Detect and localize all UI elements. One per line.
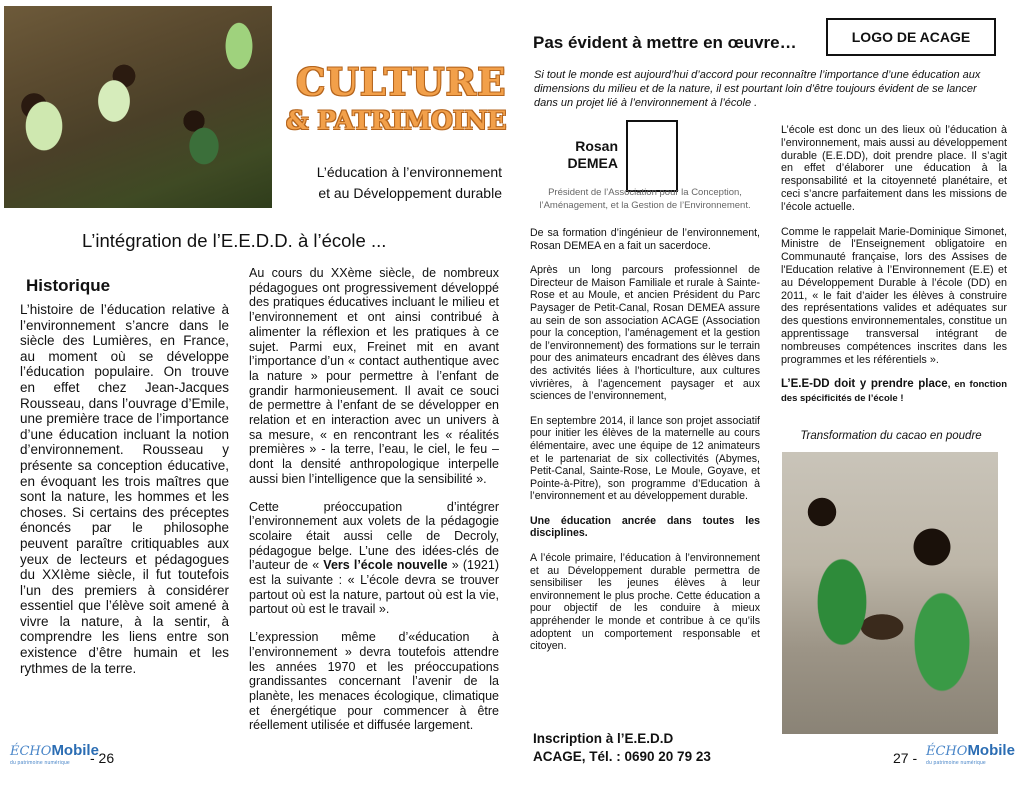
disciplines-heading-text: Une éducation ancrée dans toutes les disciplines.	[530, 514, 760, 540]
right-page-title: Pas évident à mettre en œuvre…	[533, 33, 797, 52]
expression-paragraph: L’expression même d’«éducation à l’environnement » devra toutefois attendre les années 1970 et les préoccupations grandissantes concernant l’avenir de la planète, les menaces écologique, climatique et énergétique pour commencer à être réellement utilisée et diffusée largement.	[249, 630, 499, 733]
freinet-paragraph: Au cours du XXème siècle, de nombreux pédagogues ont progressivement développé des pratiques éducatives incluant le milieu et l’environnement et ont ainsi contribué à alimenter la réflexion et les pratiques à ce sujet. Parmi eux, Freinet mit en avant l’importance d’un « contact authentique avec la nature » pour permettre à l’enfant de grandir harmonieusement. Il avait ce souci de permettre à l’enfant de se développer en relation et en interaction avec un univers à sa mesure, « en rencontrant les « réalités premières » - la terre, l’eau, le ciel, le feu – dont la densité anthropologique interpelle aussi bien l’intelligence que la sensibilité ».	[249, 266, 499, 486]
brand-mobile: Mobile	[967, 742, 1015, 759]
author-role: Président de l’Association pour la Conception, l’Aménagement, et la Gestion de l’Environnement.	[539, 187, 751, 211]
left-second-column	[249, 266, 499, 733]
intro-paragraph: Si tout le monde est aujourd’hui d’accord pour reconnaître l’importance d’une éducation aux dimensions du milieu et de la nature, il est pourtant loin d’être toujours évident de se lancer dans un projet lié à l’environnement à l’école .	[534, 69, 981, 109]
section-heading-culture: CULTURE	[296, 60, 507, 104]
photo-caption: Transformation du cacao en poudre	[800, 430, 982, 442]
author-first-name: Rosan	[575, 138, 618, 154]
decroly-text-a: Cette préoccupation d’intégrer l’environnement aux volets de la pédagogie scolaire était aussi celle de Decroly, pédagogue belge. L’une des idées-clés de l’auteur de «	[249, 499, 499, 573]
children-gardening-photo	[4, 6, 272, 208]
historique-column	[20, 302, 229, 676]
integration-title: L’intégration de l’E.E.D.D. à l’école ...	[82, 230, 387, 251]
conclusion-bold: L’E.E-DD doit y prendre place	[781, 378, 948, 391]
brand-tagline: du patrimoine numérique	[10, 760, 70, 766]
section-heading-patrimoine: & PATRIMOINE	[286, 106, 507, 135]
right-second-column	[781, 124, 1007, 406]
historique-paragraph: L’histoire de l’éducation relative à l’environnement s’ancre dans le siècle des Lumières, en France, au moment où se développe l’éducation populaire. On trouve en effet chez Jean-Jacques Rousseau, dans l’ouvrage d’Emile, une première trace de l’importance d’une éducation incluant la notion d’environnement. Rousseau y présente sa conception éducative, en évoquant les trois maîtres que sont la nature, les hommes et les choses. Si certains des préceptes énoncés par le philosophe peuvent paraître critiquables aux yeux de lecteurs et pédagogues du XXIème siècle, il fut toutefois l’un des premiers à considérer essentiel que l’élève soit amené à vivre la nature, à la sentir, à comprendre les liens entre son existence d’être humain et les rythmes de la terre.	[20, 302, 229, 676]
inscription-block	[533, 730, 711, 766]
disciplines-heading	[530, 515, 760, 540]
page-number-left: - 26	[90, 750, 115, 766]
brand-echo: ÉCHO	[926, 744, 968, 759]
author-photo-placeholder	[626, 120, 678, 192]
ecole-paragraph: L’école est donc un des lieux où l’éducation à l’environnement, mais aussi au développement durable (E.E.DD), doit prendre place. Il s’agit en effet d’élaborer une éducation à la responsabilité et la citoyenneté planétaire, et ceci s’ancre parfaitement dans les missions de l’école actuelle.	[781, 124, 1007, 213]
logo-placeholder-text: LOGO DE ACAGE	[851, 29, 971, 45]
cacao-processing-photo	[782, 452, 998, 734]
right-first-column	[530, 227, 760, 653]
decroly-paragraph	[249, 500, 499, 618]
inscription-phone: ACAGE, Tél. : 0690 20 79 23	[533, 749, 711, 764]
brand-tagline: du patrimoine numérique	[926, 760, 986, 766]
primaire-paragraph: A l’école primaire, l’éducation à l’environnement et au Développement durable permettra de sensibiliser les jeunes élèves à leur environnement le plus proche. Cette éducation a pour objectif de les conduire à mieux appréhender le monde et contribue à ce qu’ils adoptent un comportement responsable et citoyen.	[530, 552, 760, 653]
subtitle-line-2: et au Développement durable	[318, 185, 502, 201]
parcours-paragraph: Après un long parcours professionnel de Directeur de Maison Familiale et rurale à Sainte-Rose et au Moule, et ancien Président du Parc Paysager de Petit-Canal, Rosan DEMEA assure au sein de son association ACAGE (Association pour la conception, l’aménagement et la gestion de l’environnement) des formations sur le terrain pour des animateurs encadrant des élèves dans des activités liées à l’horticulture, aux cultures vivrières, à l’agencement paysager et aux sciences de l’environnement,	[530, 264, 760, 403]
article-subtitle	[282, 162, 502, 204]
echo-mobile-logo-right	[926, 742, 1015, 766]
brand-echo: ÉCHO	[10, 744, 52, 759]
inscription-line-1: Inscription à l’E.E.D.D	[533, 731, 674, 746]
author-last-name: DEMEA	[567, 155, 618, 171]
echo-mobile-logo-left	[10, 742, 99, 766]
conclusion-paragraph	[781, 378, 1007, 406]
brand-mobile: Mobile	[51, 742, 99, 759]
projet-paragraph: En septembre 2014, il lance son projet associatif pour initier les élèves de la maternelle au cours élémentaire, avec une équipe de 12 animateurs et le partenariat de six collectivités (Abymes, Petit-Canal, Sainte-Rose, Le Moule, Goyave, et Pointe-à-Pitre), son programme d’Education à l’environnement et au développement durable.	[530, 414, 760, 503]
formation-paragraph: De sa formation d’ingénieur de l’environnement, Rosan DEMEA en a fait un sacerdoce.	[530, 227, 760, 252]
conclusion-bold-small: , en fonction des spécificités de l’école !	[781, 379, 1007, 405]
decroly-text-b: » (1921) est la suivante : « L’école devra se trouver partout où est la nature, partout où est la vie, partout où est le travail ».	[249, 558, 499, 617]
page-number-right: 27 -	[893, 750, 918, 766]
author-name	[560, 138, 618, 172]
logo-placeholder-box	[826, 18, 996, 56]
book-title: Vers l’école nouvelle	[323, 558, 448, 573]
subtitle-line-1: L’éducation à l’environnement	[316, 164, 502, 180]
simonet-paragraph: Comme le rappelait Marie-Dominique Simonet, Ministre de l'Enseignement obligatoire en Communauté française, lors des Assises de l'Education relative à l’Environnement (E.E) et au Développement Durable à l’école (DD) en 2011, « le fait d’aider les élèves à construire des représentations valides et adéquates sur des questions environnementales, constitue un apprentissage transversal intégrant de nombreuses compétences inscrites dans les programmes et les référentiels ».	[781, 225, 1007, 366]
historique-title: Historique	[26, 276, 111, 295]
